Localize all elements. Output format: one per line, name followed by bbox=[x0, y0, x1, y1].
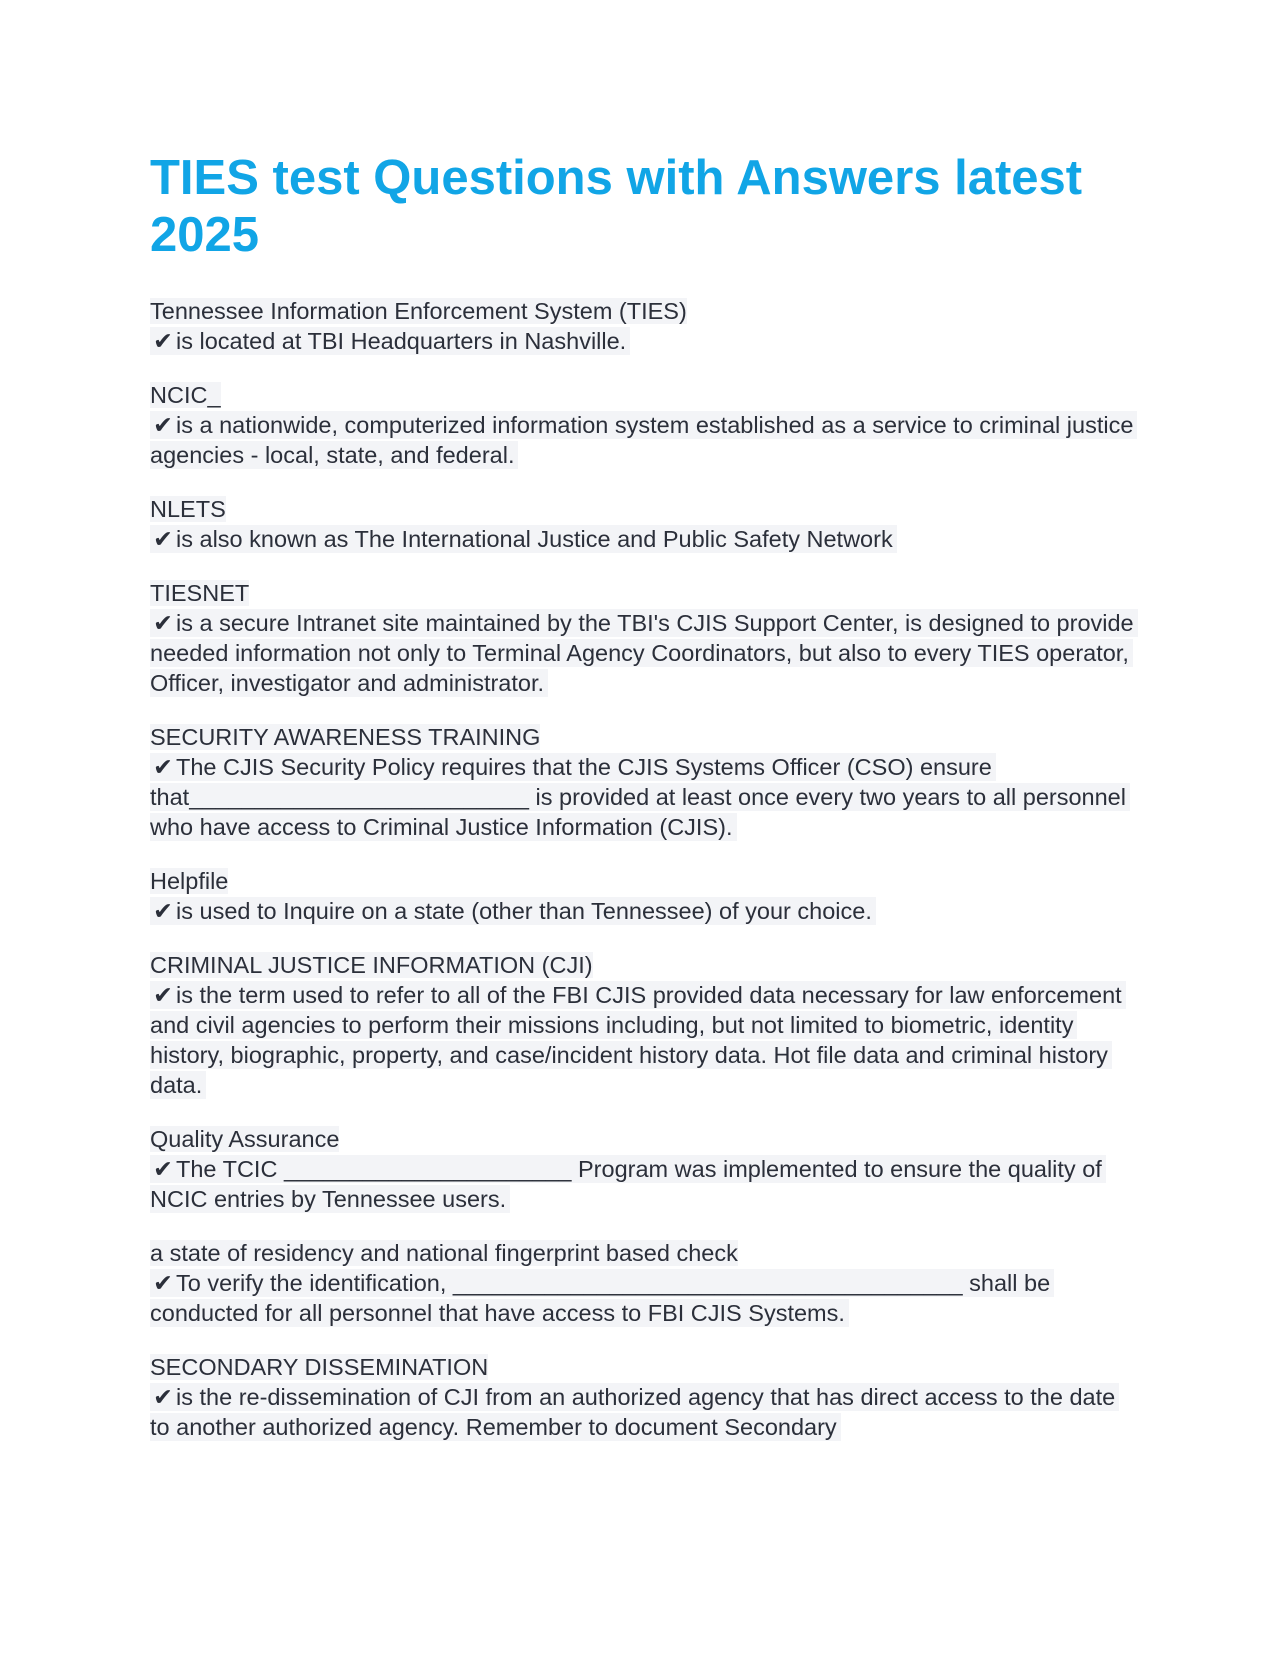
answer-body: The CJIS Security Policy requires that the CJIS Systems Officer (CSO) ensure that__________________________ is provided at least once every two years to all personnel who have access to Criminal Justice Information (CJIS). bbox=[150, 754, 1126, 840]
question-text: NCIC_ bbox=[150, 382, 221, 408]
answer-body: is the re-dissemination of CJI from an authorized agency that has direct access to the date to another authorized agency. Remember to document Secondary bbox=[150, 1384, 1116, 1440]
question-text: Tennessee Information Enforcement System (TIES) bbox=[150, 298, 687, 324]
qa-item bbox=[150, 950, 1140, 1100]
question-text: NLETS bbox=[150, 496, 226, 522]
answer-body: is used to Inquire on a state (other than Tennessee) of your choice. bbox=[176, 898, 872, 924]
answer-text bbox=[150, 1155, 1106, 1213]
question-text: Quality Assurance bbox=[150, 1126, 340, 1152]
answer-body: To verify the identification, _______________________________________ shall be conducted for all personnel that have access to FBI CJIS Systems. bbox=[150, 1270, 1051, 1326]
qa-item bbox=[150, 578, 1140, 698]
document-title: TIES test Questions with Answers latest 2025 bbox=[150, 151, 1083, 262]
qa-item bbox=[150, 494, 1140, 554]
question-text: CRIMINAL JUSTICE INFORMATION (CJI) bbox=[150, 952, 593, 978]
check-icon: ✔ bbox=[153, 754, 173, 780]
document-page bbox=[150, 150, 1140, 1466]
qa-item bbox=[150, 380, 1140, 470]
answer-text bbox=[150, 897, 876, 925]
question-text: Helpfile bbox=[150, 868, 229, 894]
question-text: SECURITY AWARENESS TRAINING bbox=[150, 724, 541, 750]
check-icon: ✔ bbox=[153, 328, 173, 354]
answer-text bbox=[150, 327, 630, 355]
answer-body: is also known as The International Justice and Public Safety Network bbox=[176, 526, 893, 552]
answer-text bbox=[150, 411, 1137, 469]
check-icon: ✔ bbox=[153, 1156, 173, 1182]
check-icon: ✔ bbox=[153, 610, 173, 636]
qa-item bbox=[150, 866, 1140, 926]
qa-item bbox=[150, 1238, 1140, 1328]
check-icon: ✔ bbox=[153, 1270, 173, 1296]
question-text: a state of residency and national fingerprint based check bbox=[150, 1240, 738, 1266]
qa-item bbox=[150, 1352, 1140, 1442]
check-icon: ✔ bbox=[153, 982, 173, 1008]
question-text: SECONDARY DISSEMINATION bbox=[150, 1354, 489, 1380]
answer-body: is the term used to refer to all of the FBI CJIS provided data necessary for law enforcement and civil agencies to perform their missions including, but not limited to biometric, identity history, biographic, property, and case/incident history data. Hot file data and criminal history data. bbox=[150, 982, 1122, 1098]
answer-body: The TCIC ______________________ Program was implemented to ensure the quality of NCIC entries by Tennessee users. bbox=[150, 1156, 1102, 1212]
answer-text bbox=[150, 1383, 1119, 1441]
qa-item bbox=[150, 296, 1140, 356]
answer-text bbox=[150, 753, 1130, 841]
answer-body: is located at TBI Headquarters in Nashville. bbox=[176, 328, 627, 354]
check-icon: ✔ bbox=[153, 898, 173, 924]
answer-text bbox=[150, 609, 1138, 697]
answer-text bbox=[150, 525, 897, 553]
answer-text bbox=[150, 1269, 1054, 1327]
check-icon: ✔ bbox=[153, 412, 173, 438]
qa-item bbox=[150, 722, 1140, 842]
answer-body: is a nationwide, computerized information system established as a service to criminal justice agencies - local, state, and federal. bbox=[150, 412, 1134, 468]
question-text: TIESNET bbox=[150, 580, 250, 606]
qa-item bbox=[150, 1124, 1140, 1214]
check-icon: ✔ bbox=[153, 1384, 173, 1410]
check-icon: ✔ bbox=[153, 526, 173, 552]
answer-body: is a secure Intranet site maintained by the TBI's CJIS Support Center, is designed to provide needed information not only to Terminal Agency Coordinators, but also to every TIES operator, Officer, investigator and administrator. bbox=[150, 610, 1134, 696]
answer-text bbox=[150, 981, 1126, 1099]
